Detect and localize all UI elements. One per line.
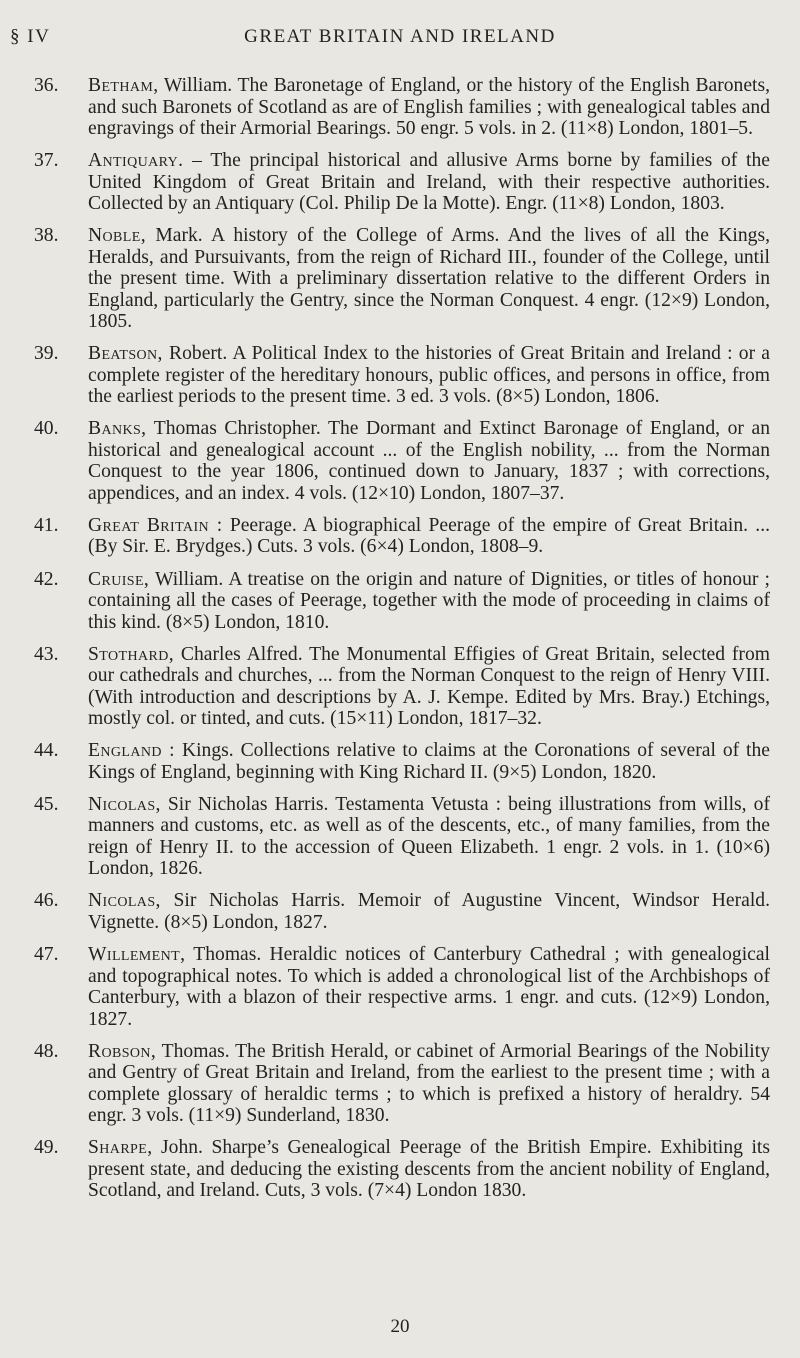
entry-number: 48. (34, 1040, 59, 1062)
catalogue-entry (0, 794, 800, 880)
catalogue-entry (0, 75, 800, 140)
entry-number: 42. (34, 568, 59, 590)
entry-number: 45. (34, 793, 59, 815)
catalogue-entry (0, 740, 800, 783)
entry-number: 40. (34, 418, 59, 440)
catalogue-entry (0, 644, 800, 730)
entry-author: Noble, (88, 225, 147, 247)
entry-text: – The principal historical and allusive Arms borne by families of the United Kingdom of Great Britain and Ireland, with their respective authorities. Collected by an Antiquary (Col. Philip De la Motte). Engr. (11×8) London, 1803. (88, 150, 770, 215)
catalogue-entry (0, 944, 800, 1030)
running-title: GREAT BRITAIN AND IRELAND (244, 26, 556, 47)
entry-author: England : (88, 740, 176, 762)
catalogue-entry (0, 418, 800, 504)
catalogue-entry (0, 225, 800, 333)
page-number: 20 (390, 1316, 410, 1337)
entry-author: Cruise, (88, 568, 150, 590)
entry-author: Betham, (88, 75, 159, 96)
entry-text: Thomas. Heraldic notices of Canterbury Cathedral ; with genealogical and topographical notes. To which is added a chronological list of the Archbishops of Canterbury, with a blazon of their respective arms. 1 engr. and cuts. (12×9) London, 1827. (88, 944, 770, 1030)
catalogue-entries (0, 75, 800, 1212)
entry-text: William. The Baronetage of England, or the history of the English Baronets, and such Baronets of Scotland as are of English families ; with genealogical tables and engravings of their Armorial Bearings. 50 engr. 5 vols. in 2. (11×8) London, 1801–5. (88, 75, 770, 139)
section-mark: § IV (10, 26, 51, 47)
entry-number: 39. (34, 343, 59, 365)
entry-number: 41. (34, 514, 59, 536)
entry-text: Sir Nicholas Harris. Testamenta Vetusta : being illustrations from wills, of manners and customs, etc. as well as of the descents, etc., of many families, from the reign of Henry II. to the accession of Queen Elizabeth. 1 engr. 2 vols. in 1. (10×6) London, 1826. (88, 793, 770, 880)
entry-text: Peerage. A biographical Peerage of the empire of Great Britain. ... (By Sir. E. Brydges.) Cuts. 3 vols. (6×4) London, 1808–9. (88, 514, 770, 558)
entry-number: 44. (34, 740, 59, 762)
entry-author: Banks, (88, 418, 147, 440)
entry-author: Nicolas, (88, 793, 161, 815)
catalogue-entry (0, 515, 800, 558)
catalogue-entry (0, 890, 800, 933)
catalogue-entry (0, 150, 800, 215)
entry-text: Charles Alfred. The Monumental Effigies of Great Britain, selected from our cathedrals and churches, ... from the Norman Conquest to the reign of Henry VIII. (With introduction and descriptions by A. J. Kempe. Edited by Mrs. Bray.) Etchings, mostly col. or tinted, and cuts. (15×11) London, 1817–32. (88, 643, 770, 730)
entry-text: Thomas. The British Herald, or cabinet of Armorial Bearings of the Nobility and Gentry of Great Britain and Ireland, from the earliest to the present time ; with a complete glossary of heraldic terms ; to which is prefixed a history of heraldry. 54 engr. 3 vols. (11×9) Sunderland, 1830. (88, 1040, 770, 1127)
entry-text: Robert. A Political Index to the histories of Great Britain and Ireland : or a complete register of the hereditary honours, public offices, and persons in office, from the earliest periods to the present time. 3 ed. 3 vols. (8×5) London, 1806. (88, 343, 770, 408)
catalogue-entry (0, 343, 800, 408)
entry-author: Robson, (88, 1040, 157, 1062)
entry-text: Kings. Collections relative to claims at the Coronations of several of the Kings of England, beginning with King Richard II. (9×5) London, 1820. (88, 740, 770, 783)
entry-text: Sir Nicholas Harris. Memoir of Augustine Vincent, Windsor Herald. Vignette. (8×5) London, 1827. (88, 890, 770, 933)
entry-author: Willement, (88, 944, 186, 966)
entry-number: 46. (34, 890, 59, 912)
entry-text: Mark. A history of the College of Arms. And the lives of all the Kings, Heralds, and Pursuivants, from the reign of Richard III., founder of the College, until the present time. With a preliminary dissertation relative to the different Orders in England, particularly the Gentry, since the Norman Conquest. 4 engr. (12×9) London, 1805. (88, 225, 770, 333)
entry-author: Stothard, (88, 643, 175, 665)
entry-number: 37. (34, 150, 59, 172)
entry-number: 47. (34, 944, 59, 966)
catalogue-entry (0, 1137, 800, 1202)
entry-number: 49. (34, 1137, 59, 1159)
entry-author: Great Britain : (88, 514, 223, 536)
catalogue-entry (0, 569, 800, 634)
entry-text: John. Sharpe’s Genealogical Peerage of the British Empire. Exhibiting its present state, and deducing the existing descents from the ancient nobility of England, Scotland, and Ireland. Cuts, 3 vols. (7×4) London 1830. (88, 1137, 770, 1202)
entry-number: 38. (34, 225, 59, 247)
entry-text: Thomas Christopher. The Dormant and Extinct Baronage of England, or an historical and genealogical account ... of the English nobility, ... from the Norman Conquest to the year 1806, continued down to January, 1837 ; with corrections, appendices, and an index. 4 vols. (12×10) London, 1807–37. (88, 418, 770, 504)
entry-number: 43. (34, 643, 59, 665)
entry-author: Beatson, (88, 343, 163, 365)
entry-author: Nicolas, (88, 890, 161, 912)
entry-author: Antiquary. (88, 150, 184, 172)
entry-author: Sharpe, (88, 1137, 153, 1159)
catalogue-entry (0, 1041, 800, 1127)
entry-text: William. A treatise on the origin and nature of Dignities, or titles of honour ; containing all the cases of Peerage, together with the mode of proceeding in claims of this kind. (8×5) London, 1810. (88, 568, 770, 633)
entry-number: 36. (34, 75, 59, 96)
running-header (0, 22, 800, 52)
